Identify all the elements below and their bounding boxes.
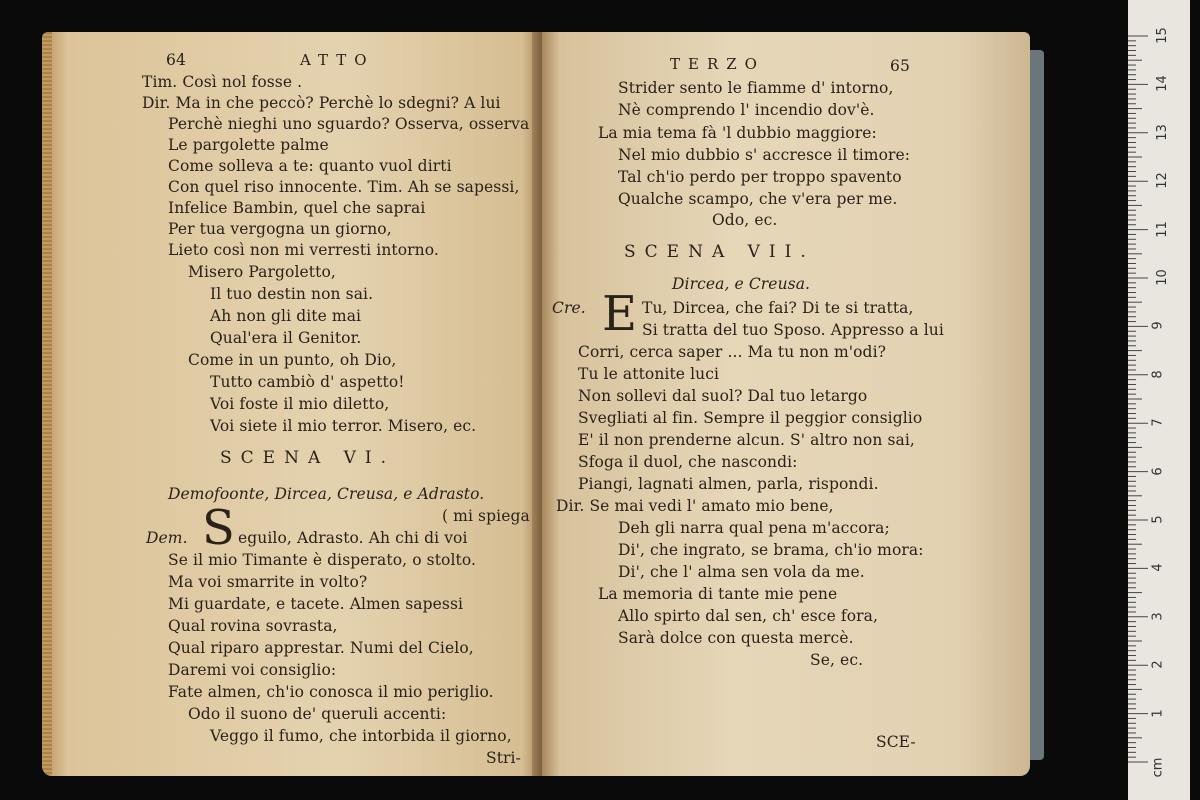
speaker-label: Dem.	[146, 529, 188, 547]
ruler-number: 7	[1150, 418, 1166, 427]
text-line: E' il non prenderne alcun. S' altro non sai,	[578, 431, 915, 449]
text-line: Sarà dolce con questa mercè.	[618, 629, 854, 647]
text-line: Ma voi smarrite in volto?	[168, 573, 368, 591]
text-line: Se, ec.	[810, 651, 864, 669]
ruler-number: 11	[1154, 220, 1170, 238]
text-line: Come solleva a te: quanto vuol dirti	[168, 157, 452, 175]
scene-heading: SCENA VII.	[624, 242, 815, 262]
text-line: Qual riparo apprestar. Numi del Cielo,	[168, 639, 474, 657]
text-line: Allo spirto dal sen, ch' esce fora,	[618, 607, 879, 625]
text-line: Come in un punto, oh Dio,	[188, 351, 397, 369]
page-edges	[1030, 50, 1044, 760]
scene-heading: SCENA VI.	[220, 448, 396, 468]
left-page	[42, 32, 542, 776]
text-line: Dir. Ma in che peccò? Perchè lo sdegni? A lui	[142, 94, 501, 112]
ruler-number: 1	[1150, 708, 1166, 718]
text-line: Tutto cambiò d' aspetto!	[210, 373, 405, 391]
text-line: Il tuo destin non sai.	[210, 285, 374, 303]
text-line: eguilo, Adrasto. Ah chi di voi	[238, 529, 468, 547]
text-line: Si tratta del tuo Sposo. Appresso a lui	[642, 321, 944, 339]
text-line: Daremi voi consiglio:	[168, 661, 337, 679]
ruler-number: 12	[1154, 172, 1170, 189]
text-line: Di', che ingrato, se brama, ch'io mora:	[618, 541, 924, 559]
ruler-number: 14	[1154, 75, 1170, 93]
text-line: Nè comprendo l' incendio dov'è.	[618, 101, 875, 119]
ruler-number: 10	[1154, 269, 1170, 286]
text-line: Qualche scampo, che v'era per me.	[618, 190, 898, 208]
ruler-number: 9	[1150, 321, 1166, 331]
ruler-number: 3	[1150, 612, 1166, 621]
text-line: Le pargolette palme	[168, 136, 329, 154]
page-number-left: 64	[166, 51, 186, 69]
ruler-number: 5	[1150, 515, 1166, 524]
text-line: Se il mio Timante è disperato, o stolto.	[168, 551, 477, 569]
text-line: Deh gli narra qual pena m'accora;	[618, 519, 890, 537]
drop-cap: E	[602, 286, 638, 342]
text-line: Voi foste il mio diletto,	[210, 395, 390, 413]
text-line: Tu, Dircea, che fai? Di te si tratta,	[642, 299, 914, 317]
ruler-number: 15	[1154, 27, 1170, 44]
text-line: Voi siete il mio terror. Misero, ec.	[210, 417, 477, 435]
text-line: Infelice Bambin, quel che saprai	[168, 199, 426, 217]
text-line: Odo il suono de' queruli accenti:	[188, 705, 447, 723]
text-line: Odo, ec.	[712, 211, 778, 229]
text-line: Corri, cerca saper ... Ma tu non m'odi?	[578, 343, 887, 361]
text-line: Strider sento le fiamme d' intorno,	[618, 79, 894, 97]
text-line: Tal ch'io perdo per troppo spavento	[618, 168, 902, 186]
page-edges	[42, 32, 52, 776]
text-line: Sfoga il duol, che nascondi:	[578, 453, 798, 471]
ruler-number: 8	[1150, 370, 1166, 379]
text-line: La mia tema fà 'l dubbio maggiore:	[598, 124, 877, 142]
text-line: Svegliati al fin. Sempre il peggior consiglio	[578, 409, 923, 427]
ruler-unit-label: cm	[1150, 757, 1166, 778]
text-line: Di', che l' alma sen vola da me.	[618, 563, 865, 581]
text-line: Ah non gli dite mai	[210, 307, 362, 325]
text-line: Per tua vergogna un giorno,	[168, 220, 392, 238]
text-line: Non sollevi dal suol? Dal tuo letargo	[578, 387, 868, 405]
text-line: Fate almen, ch'io conosca il mio periglio.	[168, 683, 494, 701]
text-line: Lieto così non mi verresti intorno.	[168, 241, 439, 259]
right-page	[542, 32, 1030, 776]
open-book	[42, 22, 1030, 784]
text-line: Veggo il fumo, che intorbida il giorno,	[210, 727, 512, 745]
ruler-number: 13	[1154, 124, 1170, 141]
ruler-number: 4	[1150, 563, 1166, 573]
text-line: Misero Pargoletto,	[188, 263, 336, 281]
ruler-number: 2	[1150, 660, 1166, 669]
text-line: Qual rovina sovrasta,	[168, 617, 338, 635]
text-line: ( mi spiega	[442, 507, 530, 525]
character-list: Dircea, e Creusa.	[672, 275, 811, 293]
running-header-right: TERZO	[670, 55, 765, 73]
character-list: Demofoonte, Dircea, Creusa, e Adrasto.	[168, 485, 485, 503]
ruler-ticks	[1128, 0, 1190, 800]
text-line: Mi guardate, e tacete. Almen sapessi	[168, 595, 464, 613]
measurement-ruler	[1128, 0, 1190, 800]
catchword: SCE-	[876, 733, 916, 751]
text-line: Con quel riso innocente. Tim. Ah se sapessi,	[168, 178, 520, 196]
ruler-number: 6	[1150, 466, 1166, 476]
text-line: Tu le attonite luci	[578, 365, 720, 383]
text-line: Tim. Così nol fosse .	[142, 73, 303, 91]
text-line: Perchè nieghi uno sguardo? Osserva, osserva	[168, 115, 530, 133]
drop-cap: S	[202, 500, 235, 556]
text-line: Dir. Se mai vedi l' amato mio bene,	[556, 497, 834, 515]
text-line: Nel mio dubbio s' accresce il timore:	[618, 146, 911, 164]
text-line: Qual'era il Genitor.	[210, 329, 362, 347]
text-line: Piangi, lagnati almen, parla, rispondi.	[578, 475, 879, 493]
text-line: La memoria di tante mie pene	[598, 585, 838, 603]
page-number-right: 65	[890, 57, 910, 75]
speaker-label: Cre.	[552, 299, 586, 317]
catchword: Stri-	[486, 749, 521, 767]
running-header-left: ATTO	[300, 51, 375, 69]
